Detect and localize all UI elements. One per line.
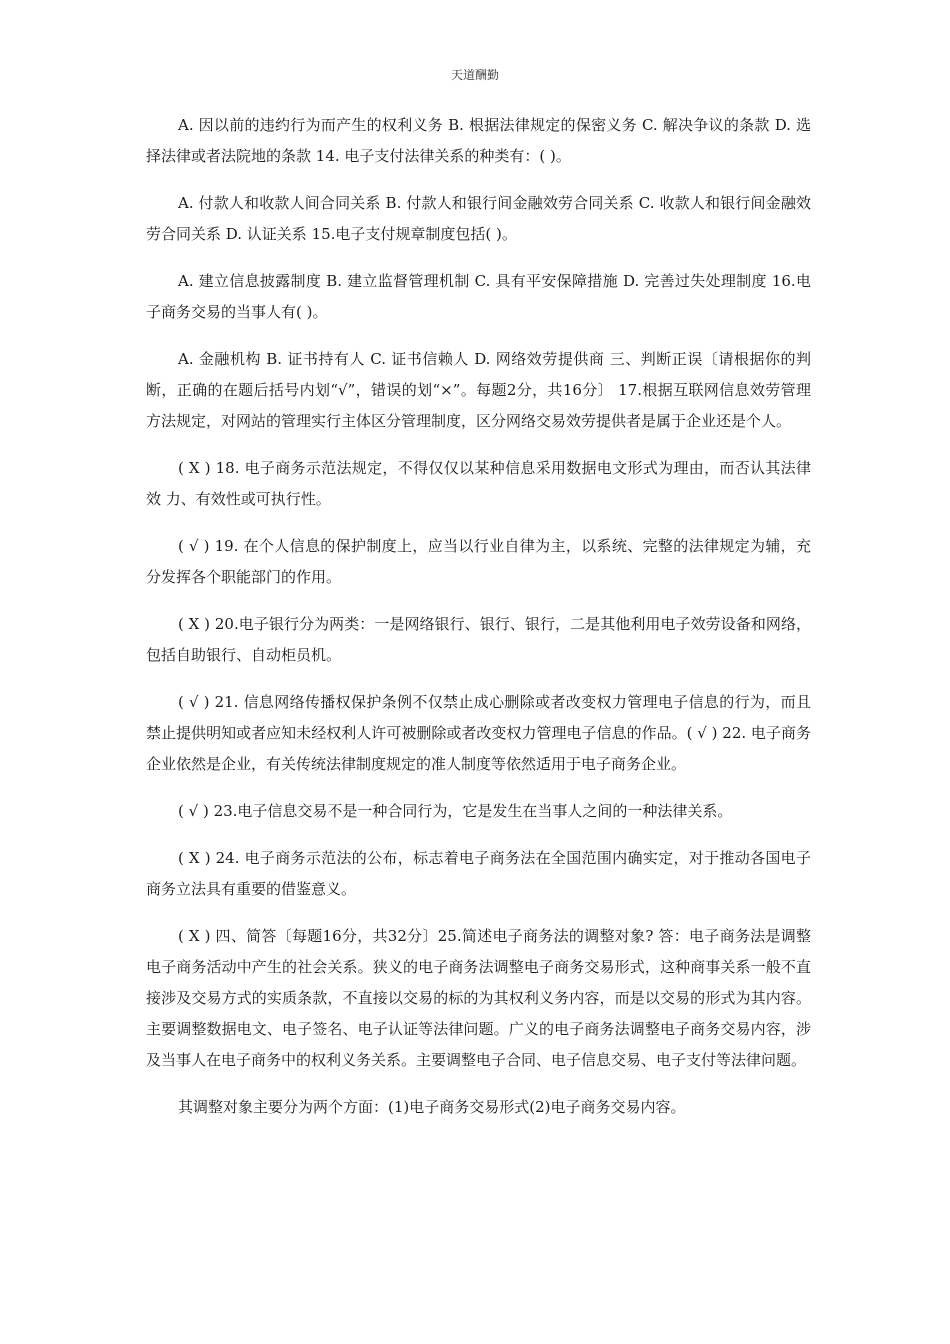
document-body [146,110,811,1139]
paragraph-q21-q22: ( √ ) 21. 信息网络传播权保护条例不仅禁止成心删除或者改变权力管理电子信息的行为，而且禁止提供明知或者应知未经权利人许可被删除或者改变权力管理电子信息的作品。( √ ) 22. 电子商务企业依然是企业，有关传统法律制度规定的准人制度等依然适用于电子商务企业。 [146,693,811,773]
paragraph-q19: ( √ ) 19. 在个人信息的保护制度上，应当以行业自律为主，以系统、完整的法律规定为辅，充分发挥各个职能部门的作用。 [146,537,811,586]
paragraph-q16-options: A. 金融机构 B. 证书持有人 C. 证书信赖人 D. 网络效劳提供商 三、判断正误〔请根据你的判断，正确的在题后括号内划“√”，错误的划“×”。每题2分，共16分〕 17.根据互联网信息效劳管理方法规定，对网站的管理实行主体区分管理制度，区分网络交易效劳提供者是属于企业还是个人。 [146,350,811,430]
paragraph-q18: ( X ) 18. 电子商务示范法规定，不得仅仅以某种信息采用数据电文形式为理由，而否认其法律效 力、有效性或可执行性。 [146,459,811,508]
paragraph-q15-options: A. 建立信息披露制度 B. 建立监督管理机制 C. 具有平安保障措施 D. 完善过失处理制度 16.电子商务交易的当事人有( )。 [146,272,811,321]
paragraph-q23: ( √ ) 23.电子信息交易不是一种合同行为，它是发生在当事人之间的一种法律关系。 [178,802,733,820]
page-header: 天道酬勤 [450,68,499,82]
paragraph-q25-answer: ( X ) 四、简答〔每题16分，共32分〕25.简述电子商务法的调整对象? 答：电子商务法是调整电子商务活动中产生的社会关系。狭义的电子商务法调整电子商务交易形式，这种商事关系一般不直接涉及交易方式的实质条款，不直接以交易的标的为其权利义务内容，而是以交易的形式为其内容。主要调整数据电文、电子签名、电子认证等法律问题。广义的电子商务法调整电子商务交易内容，涉及当事人在电子商务中的权利义务关系。主要调整电子合同、电子信息交易、电子支付等法律问题。 [146,927,811,1069]
paragraph-q20: ( X ) 20.电子银行分为两类：一是网络银行、银行、银行，二是其他利用电子效劳设备和网络，包括自助银行、自动柜员机。 [146,615,811,664]
paragraph-summary: 其调整对象主要分为两个方面：(1)电子商务交易形式(2)电子商务交易内容。 [178,1098,686,1116]
paragraph-q14-options: A. 付款人和收款人间合同关系 B. 付款人和银行间金融效劳合同关系 C. 收款人和银行间金融效劳合同关系 D. 认证关系 15.电子支付规章制度包括( )。 [146,194,811,243]
paragraph-q13-options: A. 因以前的违约行为而产生的权利义务 B. 根据法律规定的保密义务 C. 解决争议的条款 D. 选择法律或者法院地的条款 14. 电子支付法律关系的种类有：( )。 [146,116,811,165]
paragraph-q24: ( X ) 24. 电子商务示范法的公布，标志着电子商务法在全国范围内确实定，对于推动各国电子商务立法具有重要的借鉴意义。 [146,849,811,898]
